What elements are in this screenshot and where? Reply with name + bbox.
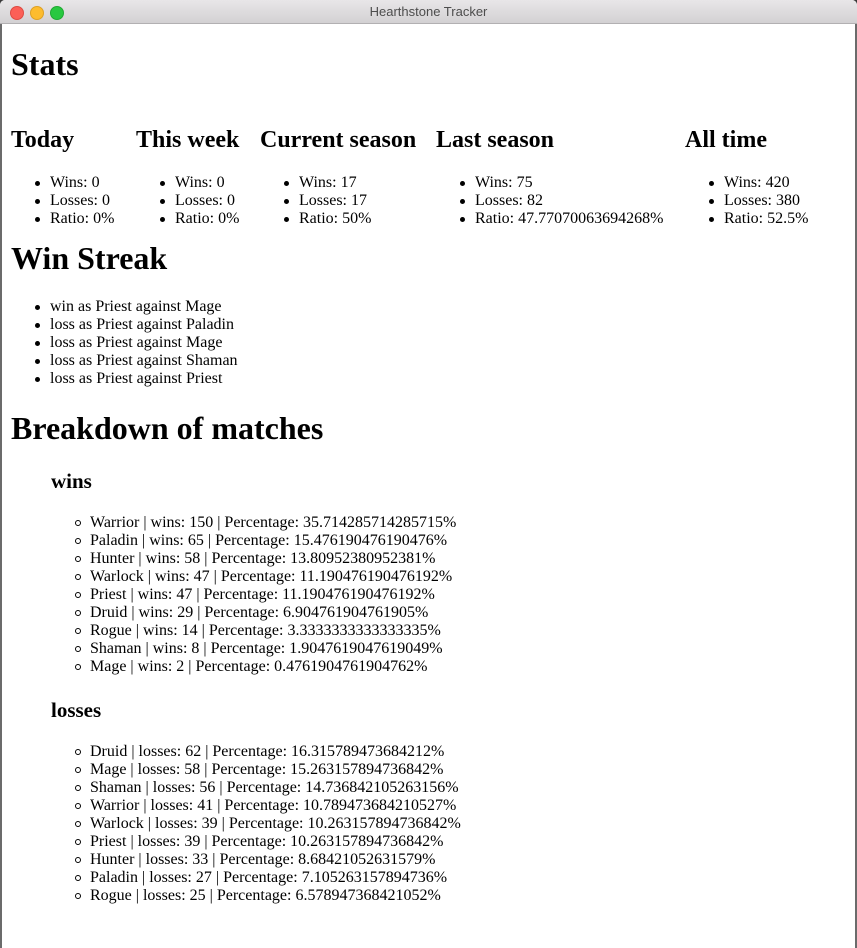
breakdown-heading: Breakdown of matches bbox=[11, 410, 324, 446]
stat-item: Ratio: 52.5% bbox=[724, 210, 809, 227]
stat-item: Losses: 17 bbox=[299, 192, 416, 210]
stat-item: Ratio: 0% bbox=[50, 210, 115, 227]
stats-list bbox=[175, 174, 239, 228]
stats-column-title: Last season bbox=[436, 127, 555, 153]
stats-list bbox=[299, 174, 416, 228]
losses-breakdown-item: Shaman | losses: 56 | Percentage: 14.736842105263156% bbox=[90, 779, 461, 797]
stats-today bbox=[11, 126, 114, 228]
stat-item: Ratio: 50% bbox=[299, 210, 416, 228]
losses-breakdown-list bbox=[90, 743, 461, 905]
streak-item: win as Priest against Mage bbox=[50, 298, 238, 316]
wins-breakdown-item: Druid | wins: 29 | Percentage: 6.904761904761905% bbox=[90, 604, 456, 622]
stats-list bbox=[50, 174, 114, 228]
stats-column-title: This week bbox=[136, 127, 240, 153]
wins-breakdown-item: Shaman | wins: 8 | Percentage: 1.9047619047619049% bbox=[90, 640, 456, 658]
wins-breakdown-list bbox=[90, 514, 456, 676]
losses-breakdown-item: Warrior | losses: 41 | Percentage: 10.789473684210527% bbox=[90, 797, 461, 815]
stats-last-season bbox=[436, 126, 663, 228]
losses-breakdown-item: Hunter | losses: 33 | Percentage: 8.68421052631579% bbox=[90, 851, 461, 869]
stats-list bbox=[724, 174, 808, 228]
wins-breakdown-item: Mage | wins: 2 | Percentage: 0.4761904761904762% bbox=[90, 658, 456, 676]
streak-item: loss as Priest against Mage bbox=[50, 334, 238, 352]
stats-current-season bbox=[260, 126, 416, 228]
wins-heading: wins bbox=[51, 469, 92, 493]
page-content bbox=[0, 24, 857, 948]
losses-heading: losses bbox=[51, 698, 102, 722]
stat-item: Wins: 420 bbox=[724, 174, 808, 192]
wins-breakdown-item: Warlock | wins: 47 | Percentage: 11.190476190476192% bbox=[90, 568, 456, 586]
losses-breakdown-item: Druid | losses: 62 | Percentage: 16.315789473684212% bbox=[90, 743, 461, 761]
stats-column-title: Today bbox=[11, 127, 75, 153]
stats-column-title: All time bbox=[685, 127, 767, 153]
stats-list bbox=[475, 174, 663, 228]
stat-item: Ratio: 0% bbox=[175, 210, 240, 227]
losses-breakdown-item: Priest | losses: 39 | Percentage: 10.263157894736842% bbox=[90, 833, 461, 851]
wins-breakdown-item: Hunter | wins: 58 | Percentage: 13.80952380952381% bbox=[90, 550, 456, 568]
losses-breakdown-item: Paladin | losses: 27 | Percentage: 7.105263157894736% bbox=[90, 869, 461, 887]
stat-item: Losses: 0 bbox=[50, 192, 114, 210]
streak-item: loss as Priest against Paladin bbox=[50, 316, 238, 334]
stats-heading: Stats bbox=[11, 46, 79, 82]
losses-breakdown-item: Warlock | losses: 39 | Percentage: 10.263157894736842% bbox=[90, 815, 461, 832]
streak-item: loss as Priest against Priest bbox=[50, 370, 238, 388]
stat-item: Losses: 82 bbox=[475, 192, 663, 210]
stat-item: Ratio: 47.77070063694268% bbox=[475, 210, 664, 227]
stats-column-title: Current season bbox=[260, 127, 417, 153]
stats-all-time bbox=[685, 126, 808, 228]
win-streak-heading: Win Streak bbox=[11, 240, 168, 276]
wins-breakdown-item: Rogue | wins: 14 | Percentage: 3.3333333333333335% bbox=[90, 622, 456, 640]
streak-item: loss as Priest against Shaman bbox=[50, 352, 238, 369]
stats-this-week bbox=[136, 126, 239, 228]
stat-item: Losses: 0 bbox=[175, 192, 239, 210]
wins-breakdown-item: Warrior | wins: 150 | Percentage: 35.714285714285715% bbox=[90, 514, 457, 531]
losses-breakdown-item: Rogue | losses: 25 | Percentage: 6.578947368421052% bbox=[90, 887, 461, 905]
wins-breakdown-item: Priest | wins: 47 | Percentage: 11.190476190476192% bbox=[90, 586, 456, 604]
stat-item: Wins: 0 bbox=[175, 174, 239, 192]
stat-item: Losses: 380 bbox=[724, 192, 808, 210]
win-streak-list bbox=[50, 298, 238, 388]
stat-item: Wins: 75 bbox=[475, 174, 663, 192]
window-title: Hearthstone Tracker bbox=[369, 4, 488, 19]
stat-item: Wins: 0 bbox=[50, 174, 114, 192]
losses-breakdown-item: Mage | losses: 58 | Percentage: 15.263157894736842% bbox=[90, 761, 461, 779]
stat-item: Wins: 17 bbox=[299, 174, 416, 192]
wins-breakdown-item: Paladin | wins: 65 | Percentage: 15.476190476190476% bbox=[90, 532, 456, 550]
title-bar[interactable] bbox=[0, 0, 857, 24]
